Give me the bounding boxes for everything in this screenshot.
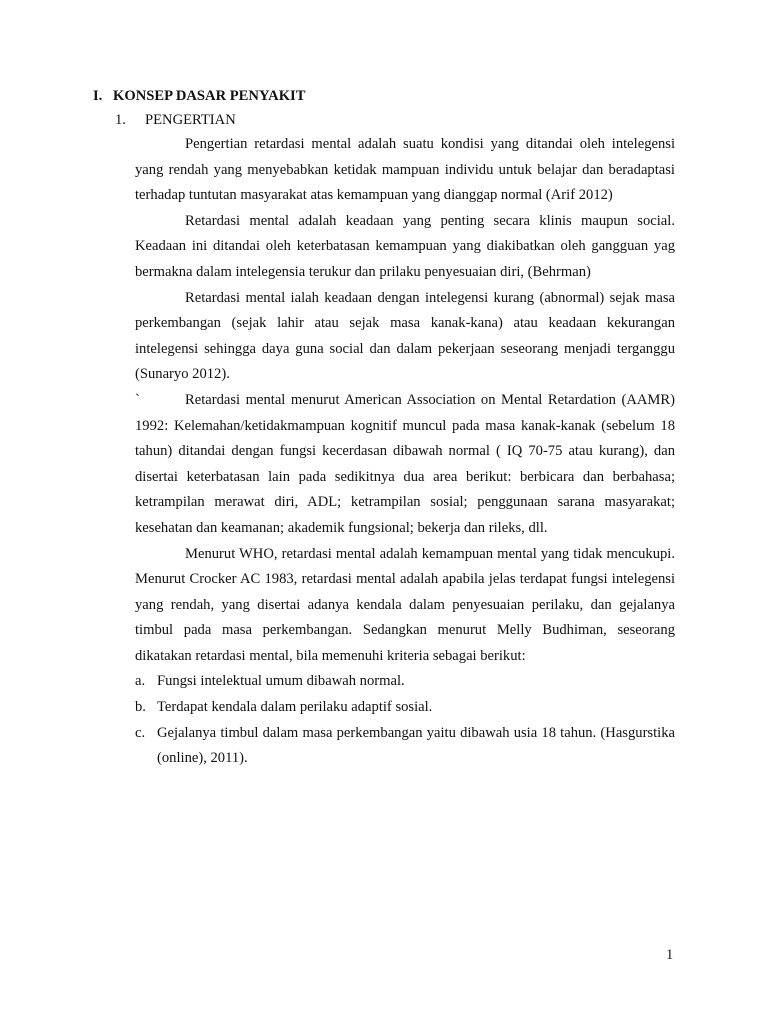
list-marker: a. — [135, 673, 146, 690]
list-item-text: Fungsi intelektual umum dibawah normal. — [157, 673, 405, 690]
subsection-title: PENGERTIAN — [145, 112, 236, 128]
stray-backtick: ` — [135, 391, 140, 408]
document-body — [135, 132, 675, 772]
list-marker: b. — [135, 699, 146, 716]
list-item — [135, 669, 675, 695]
paragraph-4: Retardasi mental menurut American Association on Mental Retardation (AAMR) 1992: Kelemahan/ketidakmampuan kognitif muncul pada masa kanak-kanak (sebelum 18 tahun) ditandai dengan fungsi kecerdasan dibawah normal ( IQ 70-75 atau kurang), dan disertai keterbatasan lain pada sedikitnya dua area berikut: berbicara dan berbahasa; ketrampilan merawat diri, ADL; ketrampilan sosial; penggunaan sarana masyarakat; kesehatan dan keamanan; akademik fungsional; bekerja dan rileks, dll. — [135, 391, 675, 536]
list-item-text: Terdapat kendala dalam perilaku adaptif sosial. — [157, 699, 433, 716]
paragraph-1: Pengertian retardasi mental adalah suatu kondisi yang ditandai oleh intelegensi yang rendah yang menyebabkan ketidak mampuan individu untuk belajar dan beradaptasi terhadap tuntutan masyarakat atas kemampuan yang dianggap normal (Arif 2012) — [135, 136, 675, 204]
subsection-number: 1. — [115, 112, 126, 128]
paragraph-3: Retardasi mental ialah keadaan dengan intelegensi kurang (abnormal) sejak masa perkembangan (sejak lahir atau sejak masa kanak-kana) atau keadaan kekurangan intelegensi sehingga daya guna social dan dalam pekerjaan seseorang menjadi terganggu (Sunaryo 2012). — [135, 289, 675, 383]
paragraph-4-wrapper — [135, 388, 675, 542]
subsection-heading — [115, 112, 236, 129]
paragraph-5: Menurut WHO, retardasi mental adalah kemampuan mental yang tidak mencukupi. Menurut Crocker AC 1983, retardasi mental adalah apabila jelas terdapat fungsi intelegensi yang rendah, yang disertai adanya kendala dalam penyesuaian perilaku, dan gejalanya timbul pada masa perkembangan. Sedangkan menurut Melly Budhiman, seseorang dikatakan retardasi mental, bila memenuhi kriteria sebagai berikut: — [135, 545, 675, 664]
paragraph-2: Retardasi mental adalah keadaan yang penting secara klinis maupun social. Keadaan ini ditandai oleh keterbatasan kemampuan yang diakibatkan oleh gangguan yag bermakna dalam intelegensia terukur dan prilaku penyesuaian diri, (Behrman) — [135, 212, 675, 280]
page-number: 1 — [666, 947, 674, 963]
section-title: KONSEP DASAR PENYAKIT — [113, 88, 306, 104]
list-item — [135, 721, 675, 772]
section-number: I. — [93, 88, 103, 104]
section-heading — [93, 88, 305, 105]
list-item — [135, 695, 675, 721]
criteria-list — [135, 669, 675, 771]
list-item-text: Gejalanya timbul dalam masa perkembangan yaitu dibawah usia 18 tahun. (Hasgurstika (online), 2011). — [157, 724, 675, 767]
list-marker: c. — [135, 724, 146, 741]
